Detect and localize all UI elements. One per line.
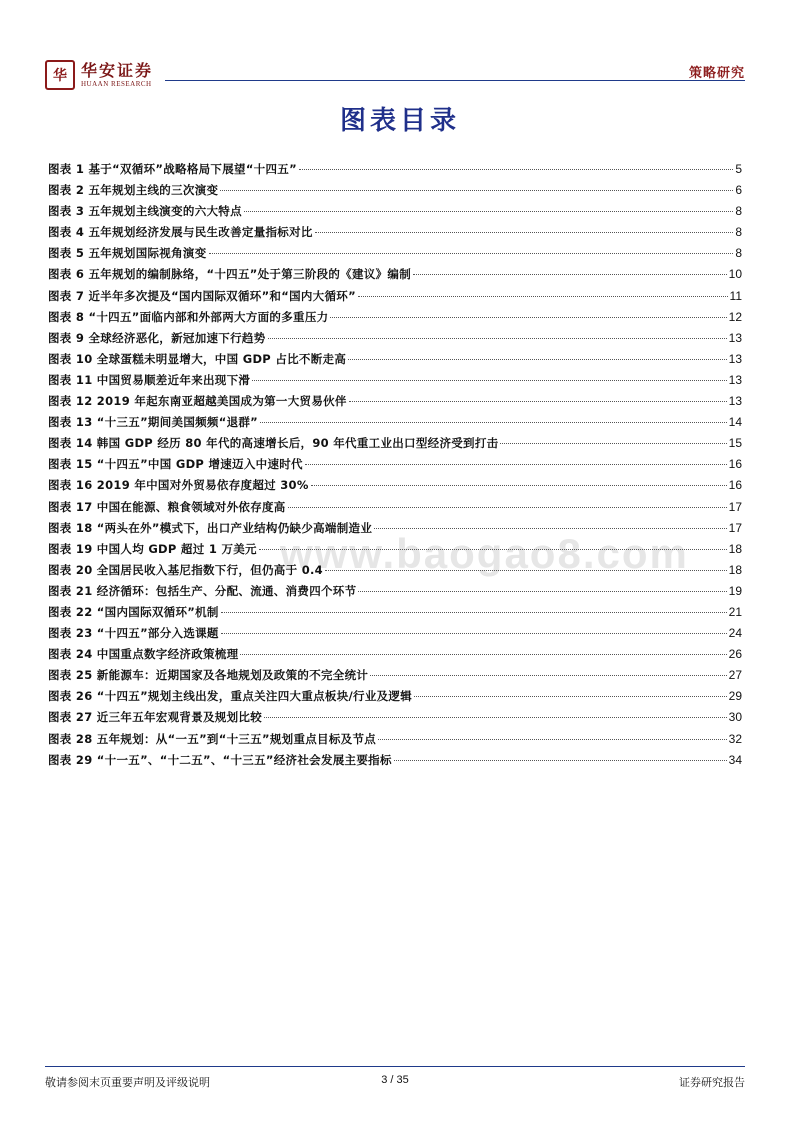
footer-disclaimer-note: 敬请参阅末页重要声明及评级说明 bbox=[45, 1076, 210, 1089]
toc-entry-page[interactable]: 14 bbox=[728, 415, 742, 430]
toc-entry-page[interactable]: 26 bbox=[728, 647, 742, 662]
logo-text bbox=[81, 62, 153, 89]
toc-entry-title[interactable]: 图表 13 “十三五”期间美国频频“退群” bbox=[48, 415, 259, 430]
toc-entry-page[interactable]: 24 bbox=[728, 626, 742, 641]
toc-entry[interactable] bbox=[48, 245, 742, 266]
toc-entry-page[interactable]: 8 bbox=[735, 204, 742, 219]
toc-entry-page[interactable]: 27 bbox=[728, 668, 742, 683]
toc-dot-leader bbox=[394, 760, 727, 761]
toc-entry[interactable] bbox=[48, 520, 742, 541]
toc-dot-leader bbox=[268, 338, 727, 339]
page-title: 图表目录 bbox=[339, 106, 460, 136]
logo-seal-icon: 华 bbox=[45, 60, 75, 90]
toc-entry-title[interactable]: 图表 22 “国内国际双循环”机制 bbox=[48, 604, 219, 619]
header-divider bbox=[165, 80, 745, 81]
toc-entry-page[interactable]: 34 bbox=[728, 752, 742, 767]
toc-entry[interactable] bbox=[48, 288, 742, 309]
toc-entry-title[interactable]: 图表 25 新能源车：近期国家及各地规划及政策的不完全统计 bbox=[48, 668, 369, 683]
toc-entry[interactable] bbox=[48, 351, 742, 372]
toc-entry-page[interactable]: 13 bbox=[728, 330, 742, 345]
watermark: www.baogao8.com bbox=[280, 530, 689, 577]
toc-entry-title[interactable]: 图表 17 中国在能源、粮食领域对外依存度高 bbox=[48, 499, 286, 514]
toc-dot-leader bbox=[244, 211, 733, 212]
toc-entry[interactable] bbox=[48, 688, 742, 709]
toc-entry-title[interactable]: 图表 23 “十四五”部分入选课题 bbox=[48, 626, 219, 641]
toc-entry-page[interactable]: 5 bbox=[735, 162, 742, 176]
logo-chinese-name: 华安证券 bbox=[81, 60, 154, 80]
toc-entry-title[interactable]: 图表 26 “十四五”规划主线出发，重点关注四大重点板块/行业及逻辑 bbox=[48, 689, 413, 704]
toc-entry[interactable] bbox=[48, 435, 742, 456]
toc-entry[interactable] bbox=[48, 667, 742, 688]
toc-dot-leader bbox=[370, 675, 726, 676]
company-logo bbox=[45, 60, 153, 90]
toc-entry[interactable] bbox=[48, 477, 742, 498]
toc-entry-title[interactable]: 图表 20 全国居民收入基尼指数下行，但仍高于 0.4 bbox=[48, 562, 323, 577]
toc-entry-page[interactable]: 18 bbox=[728, 562, 742, 577]
toc-entry[interactable] bbox=[48, 625, 742, 646]
toc-entry-title[interactable]: 图表 3 五年规划主线演变的六大特点 bbox=[48, 204, 242, 219]
toc-dot-leader bbox=[221, 612, 727, 613]
toc-entry-page[interactable]: 8 bbox=[735, 225, 742, 240]
toc-dot-leader bbox=[500, 443, 726, 444]
toc-entry[interactable] bbox=[48, 182, 742, 203]
toc-entry-title[interactable]: 图表 4 五年规划经济发展与民生改善定量指标对比 bbox=[48, 225, 313, 240]
toc-dot-leader bbox=[220, 190, 733, 191]
toc-entry-page[interactable]: 12 bbox=[728, 309, 742, 324]
toc-dot-leader bbox=[378, 739, 727, 740]
toc-entry-title[interactable]: 图表 1 基于“双循环”战略格局下展望“十四五” bbox=[48, 162, 297, 176]
page-number: 3 / 35 bbox=[381, 1074, 409, 1086]
toc-entry-title[interactable]: 图表 14 韩国 GDP 经历 80 年代的高速增长后，90 年代重工业出口型经济受到打击 bbox=[48, 436, 499, 451]
toc-dot-leader bbox=[311, 485, 727, 486]
footer-report-type: 证券研究报告 bbox=[679, 1076, 745, 1089]
toc-entry[interactable] bbox=[48, 224, 742, 245]
toc-entry-title[interactable]: 图表 24 中国重点数字经济政策梳理 bbox=[48, 647, 239, 662]
toc-entry-title[interactable]: 图表 28 五年规划：从“一五”到“十三五”规划重点目标及节点 bbox=[48, 731, 377, 746]
toc-entry-page[interactable]: 18 bbox=[728, 541, 742, 556]
toc-entry-title[interactable]: 图表 11 中国贸易顺差近年来出现下滑 bbox=[48, 372, 251, 387]
toc-entry-page[interactable]: 17 bbox=[728, 499, 742, 514]
toc-entry[interactable] bbox=[48, 203, 742, 224]
section-label: 策略研究 bbox=[688, 66, 745, 81]
toc-entry[interactable] bbox=[48, 752, 742, 773]
toc-dot-leader bbox=[325, 570, 727, 571]
toc-dot-leader bbox=[348, 359, 727, 360]
toc-entry[interactable] bbox=[48, 604, 742, 625]
toc-dot-leader bbox=[252, 380, 726, 381]
toc-entry-title[interactable]: 图表 7 近半年多次提及“国内国际双循环”和“国内大循环” bbox=[48, 288, 356, 303]
toc-entry-title[interactable]: 图表 5 五年规划国际视角演变 bbox=[48, 246, 207, 261]
toc-dot-leader bbox=[413, 274, 727, 275]
toc-dot-leader bbox=[240, 654, 726, 655]
toc-entry-title[interactable]: 图表 27 近三年五年宏观背景及规划比较 bbox=[48, 710, 263, 725]
toc-dot-leader bbox=[209, 253, 734, 254]
toc-dot-leader bbox=[374, 528, 727, 529]
toc-dot-leader bbox=[305, 464, 727, 465]
page-header bbox=[45, 60, 745, 100]
toc-entry-title[interactable]: 图表 6 五年规划的编制脉络，“十四五”处于第三阶段的《建议》编制 bbox=[48, 267, 412, 282]
toc-entry-page[interactable]: 6 bbox=[735, 183, 742, 198]
table-of-figures bbox=[48, 161, 742, 773]
toc-entry-page[interactable]: 32 bbox=[728, 731, 742, 746]
logo-english-name: HUAAN RESEARCH bbox=[81, 79, 152, 88]
toc-entry[interactable] bbox=[48, 731, 742, 752]
toc-entry-page[interactable]: 19 bbox=[728, 583, 742, 598]
toc-entry-page[interactable]: 21 bbox=[728, 604, 742, 619]
toc-entry-page[interactable]: 13 bbox=[728, 351, 742, 366]
toc-entry-page[interactable]: 8 bbox=[735, 246, 742, 261]
toc-entry[interactable] bbox=[48, 309, 742, 330]
toc-dot-leader bbox=[349, 401, 727, 402]
toc-dot-leader bbox=[358, 591, 726, 592]
toc-dot-leader bbox=[299, 169, 733, 170]
toc-entry-page[interactable]: 16 bbox=[728, 478, 742, 493]
toc-entry[interactable] bbox=[48, 456, 742, 477]
toc-entry[interactable] bbox=[48, 499, 742, 520]
toc-entry[interactable] bbox=[48, 646, 742, 667]
toc-entry-title[interactable]: 图表 2 五年规划主线的三次演变 bbox=[48, 183, 219, 198]
toc-entry-page[interactable]: 15 bbox=[728, 436, 742, 451]
toc-entry-title[interactable]: 图表 12 2019 年起东南亚超越美国成为第一大贸易伙伴 bbox=[48, 394, 347, 409]
toc-entry[interactable] bbox=[48, 161, 742, 182]
footer-divider bbox=[45, 1066, 745, 1067]
toc-entry[interactable] bbox=[48, 709, 742, 730]
toc-dot-leader bbox=[288, 507, 727, 508]
toc-entry-page[interactable]: 30 bbox=[728, 710, 742, 725]
toc-dot-leader bbox=[259, 549, 727, 550]
toc-entry[interactable] bbox=[48, 372, 742, 393]
toc-entry[interactable] bbox=[48, 266, 742, 287]
toc-entry-title[interactable]: 图表 29 “十一五”、“十二五”、“十三五”经济社会发展主要指标 bbox=[48, 752, 392, 767]
toc-entry-title[interactable]: 图表 19 中国人均 GDP 超过 1 万美元 bbox=[48, 541, 257, 556]
toc-entry[interactable] bbox=[48, 583, 742, 604]
toc-dot-leader bbox=[414, 696, 727, 697]
toc-entry[interactable] bbox=[48, 393, 742, 414]
toc-entry[interactable] bbox=[48, 541, 742, 562]
toc-entry[interactable] bbox=[48, 414, 742, 435]
toc-entry-title[interactable]: 图表 15 “十四五”中国 GDP 增速迈入中速时代 bbox=[48, 457, 303, 472]
toc-entry-title[interactable]: 图表 10 全球蛋糕未明显增大，中国 GDP 占比不断走高 bbox=[48, 351, 347, 366]
toc-entry-title[interactable]: 图表 21 经济循环：包括生产、分配、流通、消费四个环节 bbox=[48, 583, 357, 598]
toc-dot-leader bbox=[330, 317, 726, 318]
toc-entry-page[interactable]: 17 bbox=[728, 520, 742, 535]
toc-entry-page[interactable]: 10 bbox=[728, 267, 742, 282]
toc-dot-leader bbox=[221, 633, 727, 634]
toc-entry-title[interactable]: 图表 16 2019 年中国对外贸易依存度超过 30% bbox=[48, 478, 309, 493]
toc-entry[interactable] bbox=[48, 562, 742, 583]
toc-dot-leader bbox=[315, 232, 734, 233]
toc-entry-title[interactable]: 图表 18 “两头在外”模式下，出口产业结构仍缺少高端制造业 bbox=[48, 520, 373, 535]
toc-entry[interactable] bbox=[48, 330, 742, 351]
toc-entry-page[interactable]: 13 bbox=[728, 394, 742, 409]
toc-dot-leader bbox=[260, 422, 727, 423]
toc-entry-page[interactable]: 29 bbox=[728, 689, 742, 704]
toc-entry-title[interactable]: 图表 8 “十四五”面临内部和外部两大方面的多重压力 bbox=[48, 309, 329, 324]
toc-entry-title[interactable]: 图表 9 全球经济恶化，新冠加速下行趋势 bbox=[48, 330, 266, 345]
toc-dot-leader bbox=[358, 296, 728, 297]
toc-entry-page[interactable]: 16 bbox=[728, 457, 742, 472]
toc-dot-leader bbox=[264, 717, 727, 718]
toc-entry-page[interactable]: 11 bbox=[729, 288, 742, 303]
toc-entry-page[interactable]: 13 bbox=[728, 372, 742, 387]
